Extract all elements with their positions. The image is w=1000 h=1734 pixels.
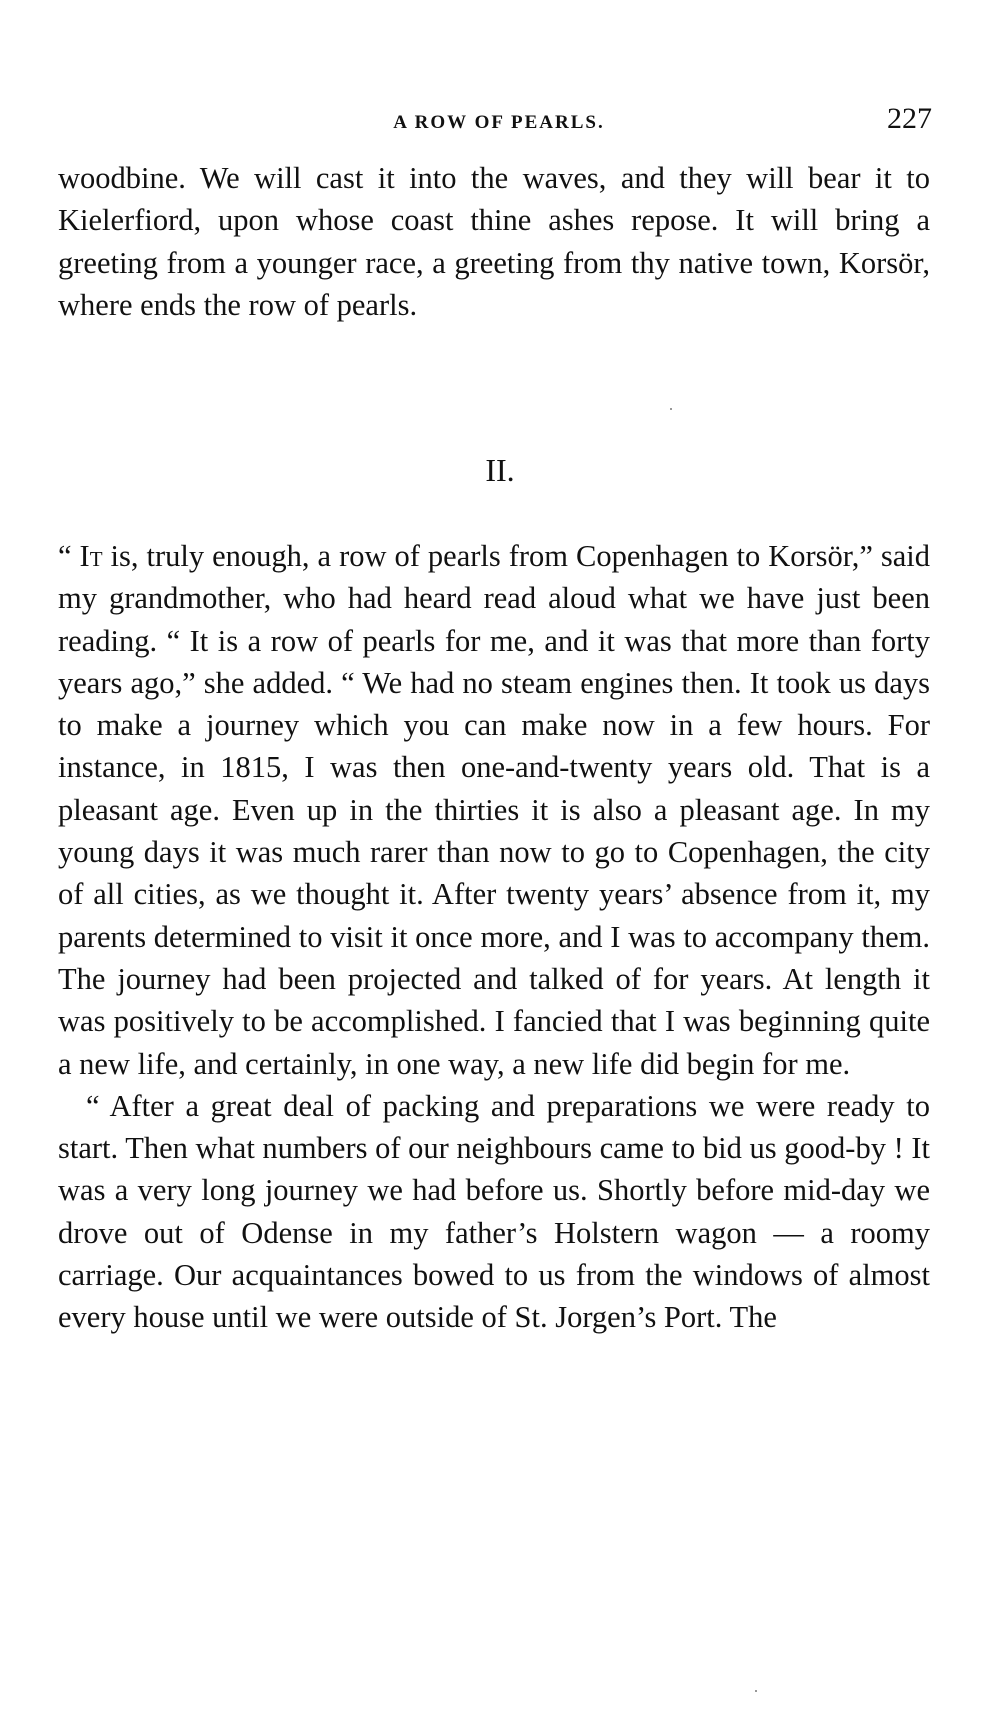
text-block-continuation: [58, 157, 930, 326]
paragraph-continuation: woodbine. We will cast it into the waves, and they will bear it to Kielerfiord, upon whose coast thine ashes repose. It will bring a greeting from a younger race, a greeting from thy native town, Korsör, where ends the row of pearls.: [58, 161, 930, 322]
print-speck-mark: [670, 408, 672, 410]
print-speck-mark: [755, 1690, 757, 1692]
paragraph-opening-quote: “ I: [58, 539, 90, 573]
paragraph-departure: “ After a great deal of packing and preparations we were ready to start. Then what numbers of our neighbours came to bid us good-by ! It was a very long journey we had before us. Shortly before mid-day we drove out of Odense in my father’s Holstern wagon — a roomy carriage. Our acquaintances bowed to us from the windows of almost every house until we were outside of St. Jorgen’s Port. The: [58, 1088, 930, 1335]
paragraph-grandmother: [58, 535, 930, 1085]
paragraph-opening-smallcaps: t: [89, 539, 103, 573]
text-block-section-two: [58, 535, 930, 1339]
paragraph-body: is, truly enough, a row of pearls from Copenhagen to Korsör,” said my grandmother, who had heard read aloud what we have just been reading. “ It is a row of pearls for me, and it was that more than forty years ago,” she added. “ We had no steam engines then. It took us days to make a journey which you can make now in a few hours. For instance, in 1815, I was then one-and-twenty years old. That is a pleasant age. Even up in the thirties it is also a pleasant age. In my young days it was much rarer than now to go to Copenhagen, the city of all cities, as we thought it. After twenty years’ absence from it, my parents determined to visit it once more, and I was to accompany them. The journey had been projected and talked of for years. At length it was positively to be accomplished. I fancied that I was beginning quite a new life, and certainly, in one way, a new life did begin for me.: [58, 539, 930, 1081]
page-number: 227: [887, 102, 932, 135]
section-heading: II.: [485, 452, 515, 488]
running-title: A ROW OF PEARLS.: [393, 112, 605, 133]
running-head: [58, 100, 940, 140]
